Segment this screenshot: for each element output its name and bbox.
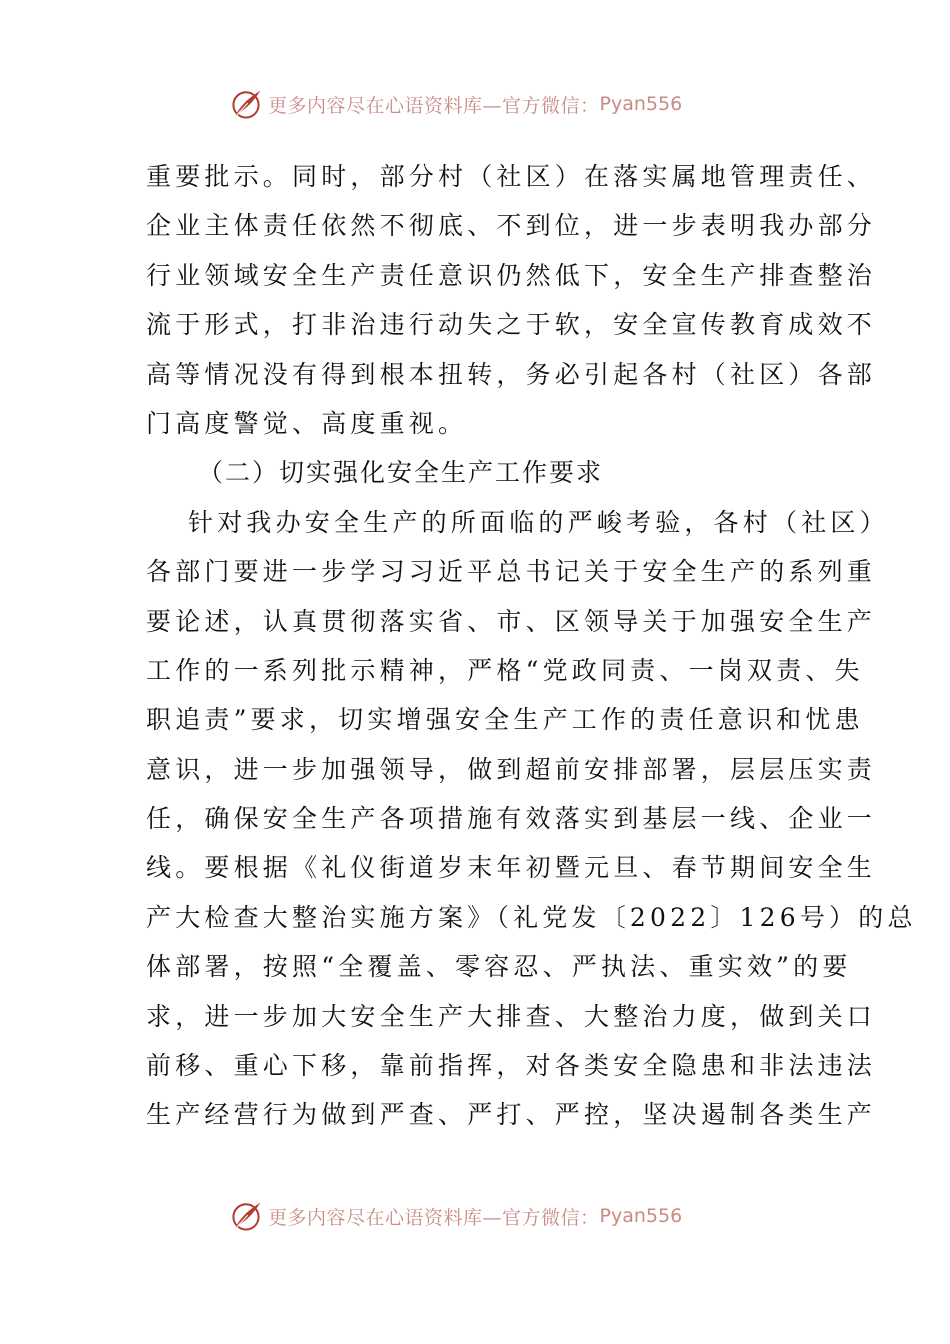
body-line: 企业主体责任依然不彻底、不到位，进一步表明我办部分 bbox=[146, 211, 877, 241]
body-line: 职追责”要求，切实增强安全生产工作的责任意识和忧患 bbox=[146, 705, 864, 735]
body-line: 线。要根据《礼仪街道岁末年初暨元旦、春节期间安全生 bbox=[146, 853, 877, 883]
body-line: 各部门要进一步学习习近平总书记关于安全生产的系列重 bbox=[146, 557, 877, 587]
section-heading: （二）切实强化安全生产工作要求 bbox=[198, 458, 604, 488]
quill-logo-icon bbox=[228, 86, 264, 122]
body-line: 行业领域安全生产责任意识仍然低下，安全生产排查整治 bbox=[146, 260, 877, 290]
paragraph-first-line: 针对我办安全生产的所面临的严峻考验，各村（社区） bbox=[188, 507, 889, 537]
body-line: 意识，进一步加强领导，做到超前安排部署，层层压实责 bbox=[146, 754, 877, 784]
body-line: 要论述，认真贯彻落实省、市、区领导关于加强安全生产 bbox=[146, 606, 877, 636]
header-watermark bbox=[228, 84, 682, 124]
body-line: 高等情况没有得到根本扭转，务必引起各村（社区）各部 bbox=[146, 359, 877, 389]
body-line: 重要批示。同时，部分村（社区）在落实属地管理责任、 bbox=[146, 162, 877, 191]
document-body bbox=[146, 152, 917, 1140]
body-line: 工作的一系列批示精神，严格“党政同责、一岗双责、失 bbox=[146, 655, 864, 685]
watermark-wechat-id: Pyan556 bbox=[599, 93, 683, 115]
quill-logo-icon bbox=[228, 1198, 264, 1234]
body-line: 任，确保安全生产各项措施有效落实到基层一线、企业一 bbox=[146, 804, 877, 834]
body-line: 流于形式，打非治违行动失之于软，安全宣传教育成效不 bbox=[146, 310, 877, 340]
watermark-text: 更多内容尽在心语资料库—官方微信： bbox=[268, 94, 600, 117]
watermark-wechat-id: Pyan556 bbox=[599, 1205, 683, 1227]
body-line: 前移、重心下移，靠前指挥，对各类安全隐患和非法违法 bbox=[146, 1051, 877, 1081]
body-line: 生产经营行为做到严查、严打、严控，坚决遏制各类生产 bbox=[146, 1100, 877, 1130]
footer-watermark bbox=[228, 1196, 682, 1236]
body-line: 求，进一步加大安全生产大排查、大整治力度，做到关口 bbox=[146, 1001, 877, 1031]
body-line: 体部署，按照“全覆盖、零容忍、严执法、重实效”的要 bbox=[146, 952, 852, 982]
watermark-text: 更多内容尽在心语资料库—官方微信： bbox=[268, 1206, 600, 1229]
body-line: 产大检查大整治实施方案》（礼党发〔2022〕126号）的总 bbox=[146, 902, 917, 932]
body-line: 门高度警觉、高度重视。 bbox=[146, 408, 468, 438]
